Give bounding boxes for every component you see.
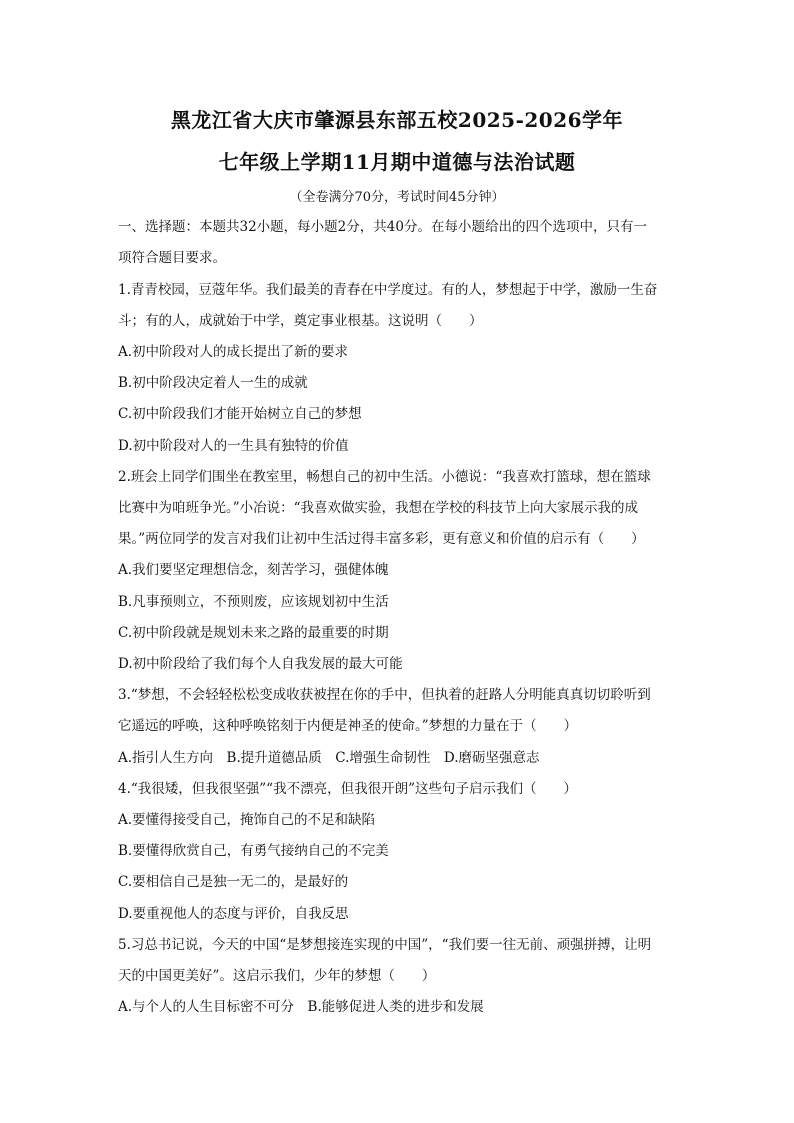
- option-line: A.我们要坚定理想信念，刻苦学习，强健体魄: [118, 562, 389, 578]
- option-line: C.要相信自己是独一无二的，是最好的: [118, 874, 349, 890]
- text-line: 天的中国更美好”。这启示我们，少年的梦想（ ）: [118, 968, 436, 984]
- option-line: D.要重视他人的态度与评价，自我反思: [118, 906, 349, 922]
- text-line: 比赛中为咱班争光。”小冶说：“我喜欢做实验，我想在学校的科技节上向大家展示我的成: [118, 500, 639, 516]
- exam-subtitle: （全卷满分70分，考试时间45分钟）: [289, 190, 505, 205]
- exam-title-line2: 七年级上学期11月期中道德与法治试题: [218, 150, 576, 174]
- option-line: C.初中阶段我们才能开始树立自己的梦想: [118, 406, 362, 422]
- text-line: 3.“梦想，不会轻轻松松变成收获被捏在你的手中，但执着的赶路人分明能真真切切聆听到: [118, 687, 651, 703]
- option-line: B.要懂得欣赏自己，有勇气接纳自己的不完美: [118, 843, 389, 859]
- text-line: 2.班会上同学们围坐在教室里，畅想自己的初中生活。小德说：“我喜欢打篮球，想在篮球: [118, 469, 651, 485]
- option-line: D.初中阶段对人的一生具有独特的价值: [118, 438, 349, 454]
- text-line: 斗；有的人，成就始于中学，奠定事业根基。这说明（ ）: [118, 313, 483, 329]
- text-line: 果。”两位同学的发言对我们让初中生活过得丰富多彩，更有意义和价值的启示有（ ）: [118, 531, 645, 547]
- exam-title-line1: 黑龙江省大庆市肇源县东部五校2025-2026学年: [170, 108, 624, 132]
- option-line: B.凡事预则立，不预则废，应该规划初中生活: [118, 594, 389, 610]
- text-line: 项符合题目要求。: [118, 250, 226, 266]
- text-line: 5.习总书记说，今天的中国“是梦想接连实现的中国”，“我们要一往无前、顽强拼搏，让明: [118, 937, 652, 953]
- text-line: 1.青青校园，豆蔻年华。我们最美的青春在中学度过。有的人，梦想起于中学，激励一生奋: [118, 282, 658, 298]
- option-line: C.初中阶段就是规划未来之路的最重要的时期: [118, 625, 389, 641]
- option-line: B.初中阶段决定着人一生的成就: [118, 375, 308, 391]
- text-line: 4.“我很矮，但我很坚强”“我不漂亮，但我很开朗”这些句子启示我们（ ）: [118, 781, 577, 797]
- option-line: A.初中阶段对人的成长提出了新的要求: [118, 344, 349, 360]
- text-line: 它遥远的呼唤，这种呼唤铭刻于内便是神圣的使命。”梦想的力量在于（ ）: [118, 718, 578, 734]
- option-line: A.要懂得接受自己，掩饰自己的不足和缺陷: [118, 812, 376, 828]
- option-line: A.指引人生方向 B.提升道德品质 C.增强生命韧性 D.磨砺坚强意志: [118, 750, 540, 766]
- text-line: 一、选择题：本题共32小题，每小题2分，共40分。在每小题给出的四个选项中，只有一: [118, 219, 647, 235]
- option-line: D.初中阶段给了我们每个人自我发展的最大可能: [118, 656, 403, 672]
- option-line: A.与个人的人生目标密不可分 B.能够促进人类的进步和发展: [118, 999, 484, 1015]
